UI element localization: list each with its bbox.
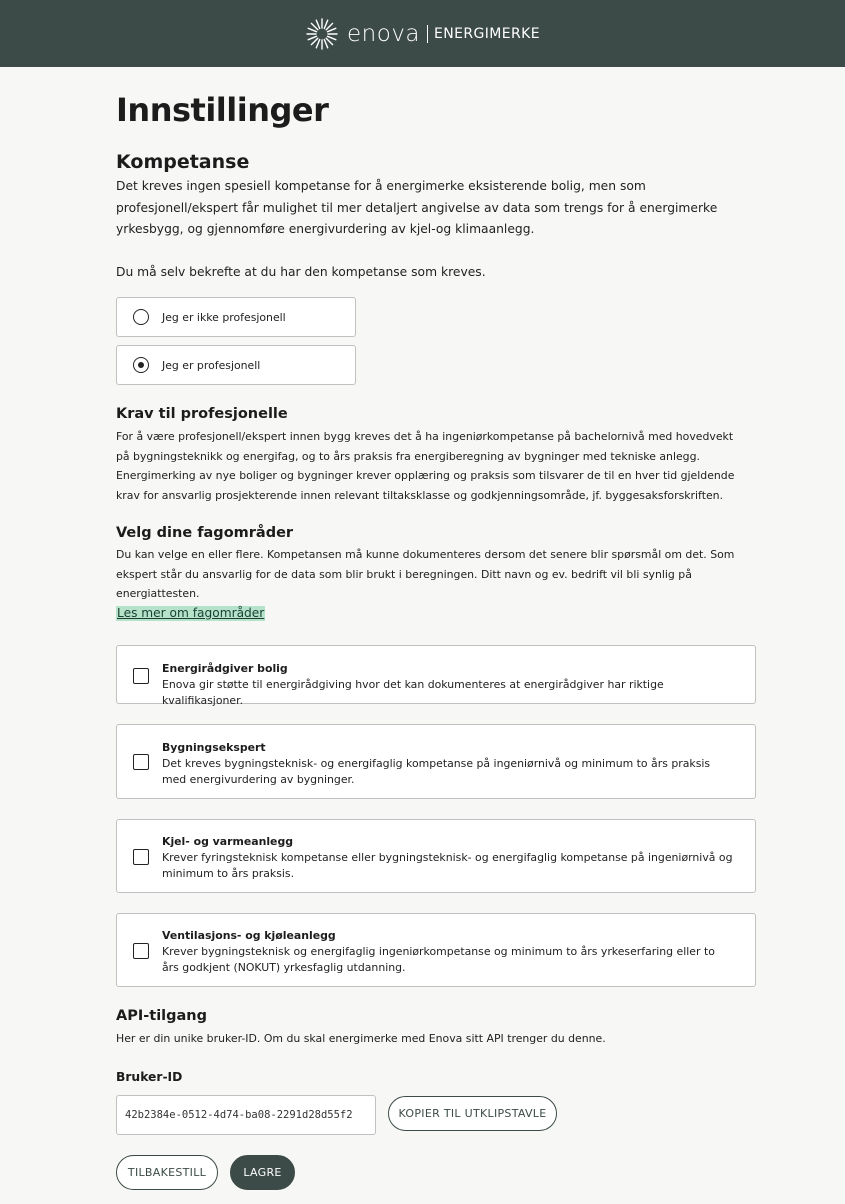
api-text: Her er din unike bruker-ID. Om du skal energimerke med Enova sitt API trenger du denne. [116,1032,606,1045]
sunburst-logo-icon [305,17,339,51]
checkbox[interactable] [133,668,149,684]
radio-dot [138,362,144,368]
fagomrader-text: Du kan velge en eller flere. Kompetansen må kunne dokumenteres dersom det senere blir spørsmål om det. Som ekspert står du ansvarlig for de data som blir brukt i beregningen. Ditt navn og ev. bedrift vil bli synlig på energiattesten. [116,548,735,600]
radio-label: Jeg er profesjonell [162,359,261,372]
fagomrade-ventilasjon[interactable] [116,913,756,987]
fagomrade-kjel-varme[interactable] [116,819,756,893]
api-heading: API-tilgang [116,1008,208,1024]
fagomrade-bygningsekspert[interactable] [116,724,756,799]
radio-label: Jeg er ikke profesjonell [162,311,286,324]
fagomrade-desc: Det kreves bygningsteknisk- og energifaglig kompetanse på ingeniørnivå og minimum to års praksis med energivurdering av bygninger. [162,757,711,786]
read-more-link[interactable]: Les mer om fagområder [117,606,265,620]
app-header [0,0,845,67]
brand-divider [427,25,428,43]
fagomrade-energiradgiver[interactable] [116,645,756,707]
brand-name: enova [347,20,421,47]
enova-logo[interactable] [305,17,540,51]
fagomrader-heading: Velg dine fagområder [116,525,294,541]
page-title: Innstillinger [116,91,329,129]
fagomrade-title: Kjel- og varmeanlegg [162,835,294,848]
radio-button[interactable] [133,309,149,325]
krav-text: For å være profesjonell/ekspert innen bygg kreves det å ha ingeniørkompetanse på bachelornivå med hovedvekt på bygningsteknikk og energifag, og to års praksis fra energiberegning av bygninger med tekniske anlegg. Energimerking av nye boliger og bygninger krever opplæring og praksis som tilsvarer de til en hver tid gjeldende krav for ansvarlig prosjekterende innen relevant tiltaksklasse og godkjenningsområde, jf. byggesaksforskriften. [116,430,735,502]
radio-button-selected[interactable] [133,357,149,373]
kompetanse-intro: Det kreves ingen spesiell kompetanse for å energimerke eksisterende bolig, men som profesjonell/ekspert får mulighet til mer detaljert angivelse av data som trengs for å energimerke yrkesbygg, og gjennomføre energivurdering av kjel-og klimaanlegg. [116,179,718,236]
fagomrade-desc: Krever fyringsteknisk kompetanse eller bygningsteknisk- og energifaglig kompetanse på ingeniørnivå og minimum to års praksis. [162,851,733,880]
reset-button[interactable]: TILBAKESTILL [116,1155,218,1190]
checkbox[interactable] [133,849,149,865]
kompetanse-heading: Kompetanse [116,151,250,173]
checkbox[interactable] [133,754,149,770]
krav-heading: Krav til profesjonelle [116,406,288,422]
fagomrade-title: Bygningsekspert [162,741,266,754]
fagomrade-title: Ventilasjons- og kjøleanlegg [162,929,336,942]
brand-subtitle: ENERGIMERKE [434,25,540,42]
fagomrade-title: Energirådgiver bolig [162,662,288,675]
copy-to-clipboard-button[interactable]: KOPIER TIL UTKLIPSTAVLE [388,1096,557,1131]
user-id-input[interactable] [116,1095,376,1135]
fagomrade-desc: Krever bygningsteknisk og energifaglig ingeniørkompetanse og minimum to års yrkeserfaring eller to års godkjent (NOKUT) yrkesfaglig utdanning. [162,945,715,974]
kompetanse-confirm: Du må selv bekrefte at du har den kompetanse som kreves. [116,265,486,279]
user-id-label: Bruker-ID [116,1070,183,1084]
save-button[interactable]: LAGRE [230,1155,295,1190]
radio-not-professional[interactable] [116,297,356,337]
radio-professional[interactable] [116,345,356,385]
checkbox[interactable] [133,943,149,959]
fagomrade-desc: Enova gir støtte til energirådgiving hvor det kan dokumenteres at energirådgiver har riktige kvalifikasjoner. [162,678,664,707]
